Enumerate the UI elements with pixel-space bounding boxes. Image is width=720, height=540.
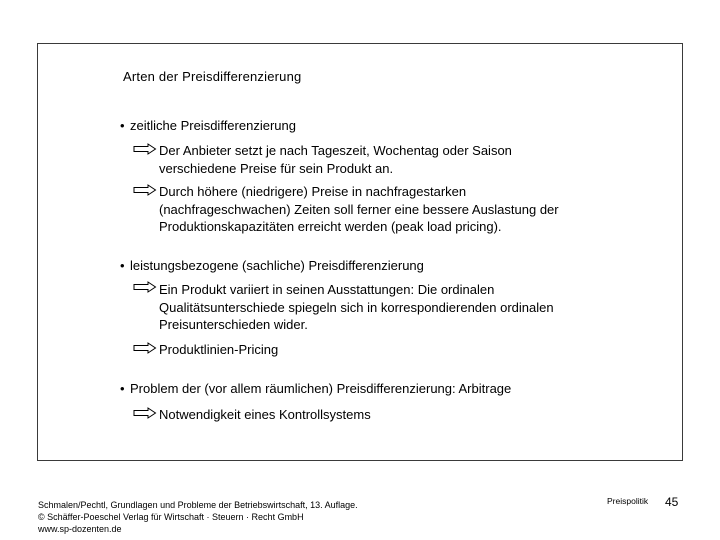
section-heading-performance — [120, 258, 424, 273]
right-arrow-icon — [133, 281, 157, 293]
list-item-temporal-1 — [159, 142, 619, 177]
right-arrow-icon — [133, 407, 157, 419]
page-number: 45 — [665, 495, 679, 509]
slide-frame — [37, 43, 683, 461]
list-item-temporal-2 — [159, 183, 619, 236]
list-item-arbitrage-1 — [159, 406, 619, 424]
section-heading-label: zeitliche Preisdifferenzierung — [130, 118, 296, 133]
text-line: Durch höhere (niedrigere) Preise in nachfragestarken — [159, 184, 467, 199]
slide-title: Arten der Preisdifferenzierung — [123, 69, 302, 84]
footer-line: Schmalen/Pechtl, Grundlagen und Probleme der Betriebswirtschaft, 13. Auflage. — [38, 500, 358, 510]
footer-citation — [38, 499, 358, 535]
list-item-performance-1 — [159, 281, 619, 334]
section-heading-temporal — [120, 118, 296, 133]
text-line: (nachfrageschwachen) Zeiten soll ferner eine bessere Auslastung der — [159, 201, 559, 217]
text-line: Notwendigkeit eines Kontrollsystems — [159, 407, 371, 422]
bullet-marker: • — [120, 258, 125, 273]
footer-line: © Schäffer-Poeschel Verlag für Wirtschaft · Steuern · Recht GmbH — [38, 512, 304, 522]
text-line: Preisunterschieden wider. — [159, 317, 308, 332]
bullet-marker: • — [120, 381, 125, 396]
text-line: verschiedene Preise für sein Produkt an. — [159, 160, 394, 176]
footer-line: www.sp-dozenten.de — [38, 524, 122, 534]
section-heading-label: Problem der (vor allem räumlichen) Preisdifferenzierung: Arbitrage — [130, 381, 512, 396]
right-arrow-icon — [133, 342, 157, 354]
text-line: Ein Produkt variiert in seinen Ausstattungen: Die ordinalen — [159, 282, 495, 297]
right-arrow-icon — [133, 184, 157, 196]
text-line: Produktlinien-Pricing — [159, 342, 279, 357]
section-heading-arbitrage — [120, 381, 511, 396]
list-item-performance-2 — [159, 341, 619, 359]
right-arrow-icon — [133, 143, 157, 155]
bullet-marker: • — [120, 118, 125, 133]
text-line: Der Anbieter setzt je nach Tageszeit, Wochentag oder Saison — [159, 143, 512, 158]
text-line: Produktionskapazitäten erreicht werden (peak load pricing). — [159, 219, 502, 234]
text-line: Qualitätsunterschiede spiegeln sich in korrespondierenden ordinalen — [159, 299, 554, 315]
section-heading-label: leistungsbezogene (sachliche) Preisdifferenzierung — [130, 258, 424, 273]
footer-section-label: Preispolitik — [607, 496, 649, 506]
